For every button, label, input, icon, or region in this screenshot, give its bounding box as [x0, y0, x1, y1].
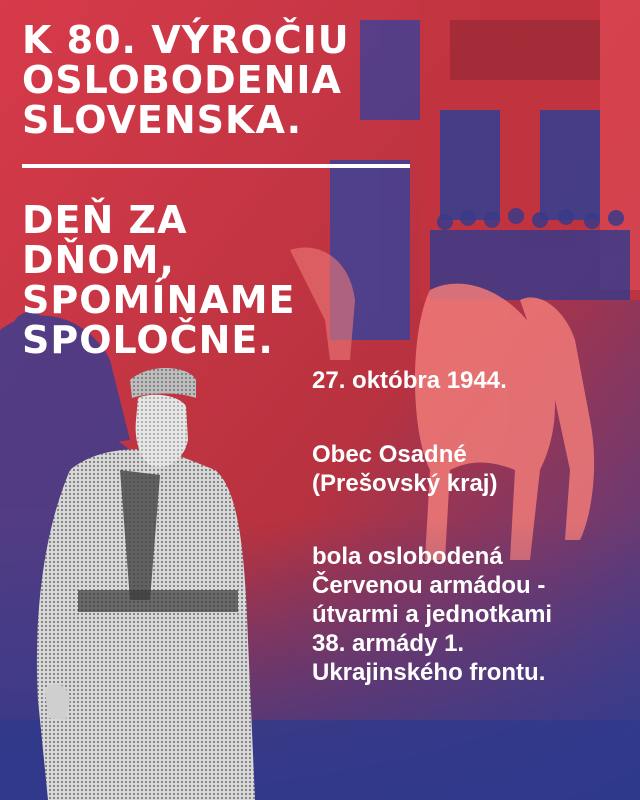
place-line: (Prešovský kraj)	[312, 470, 498, 497]
description-line: 38. armády 1.	[312, 630, 465, 657]
description-line: útvarmi a jednotkami	[312, 601, 553, 628]
date-text: 27. októbra 1944.	[312, 367, 507, 394]
headline-line: K 80. VÝROČIU	[22, 18, 350, 62]
divider-line	[22, 164, 410, 168]
description-line: Červenou armádou -	[312, 572, 546, 599]
description-line: Ukrajinského frontu.	[312, 659, 546, 686]
headline-line: DŇOM,	[22, 238, 175, 282]
headline-line: SPOLOČNE.	[22, 318, 274, 362]
place-line: Obec Osadné	[312, 441, 467, 468]
headline-anniversary	[22, 20, 350, 140]
headline-line: SPOMÍNAME	[22, 278, 296, 322]
headline-remembering	[22, 200, 295, 360]
liberation-date	[312, 366, 507, 395]
headline-line: OSLOBODENIA	[22, 58, 342, 102]
liberation-description	[312, 542, 552, 687]
description-line: bola oslobodená	[312, 543, 503, 570]
liberated-place	[312, 440, 497, 498]
headline-line: DEŇ ZA	[22, 198, 188, 242]
headline-line: SLOVENSKA.	[22, 98, 303, 142]
